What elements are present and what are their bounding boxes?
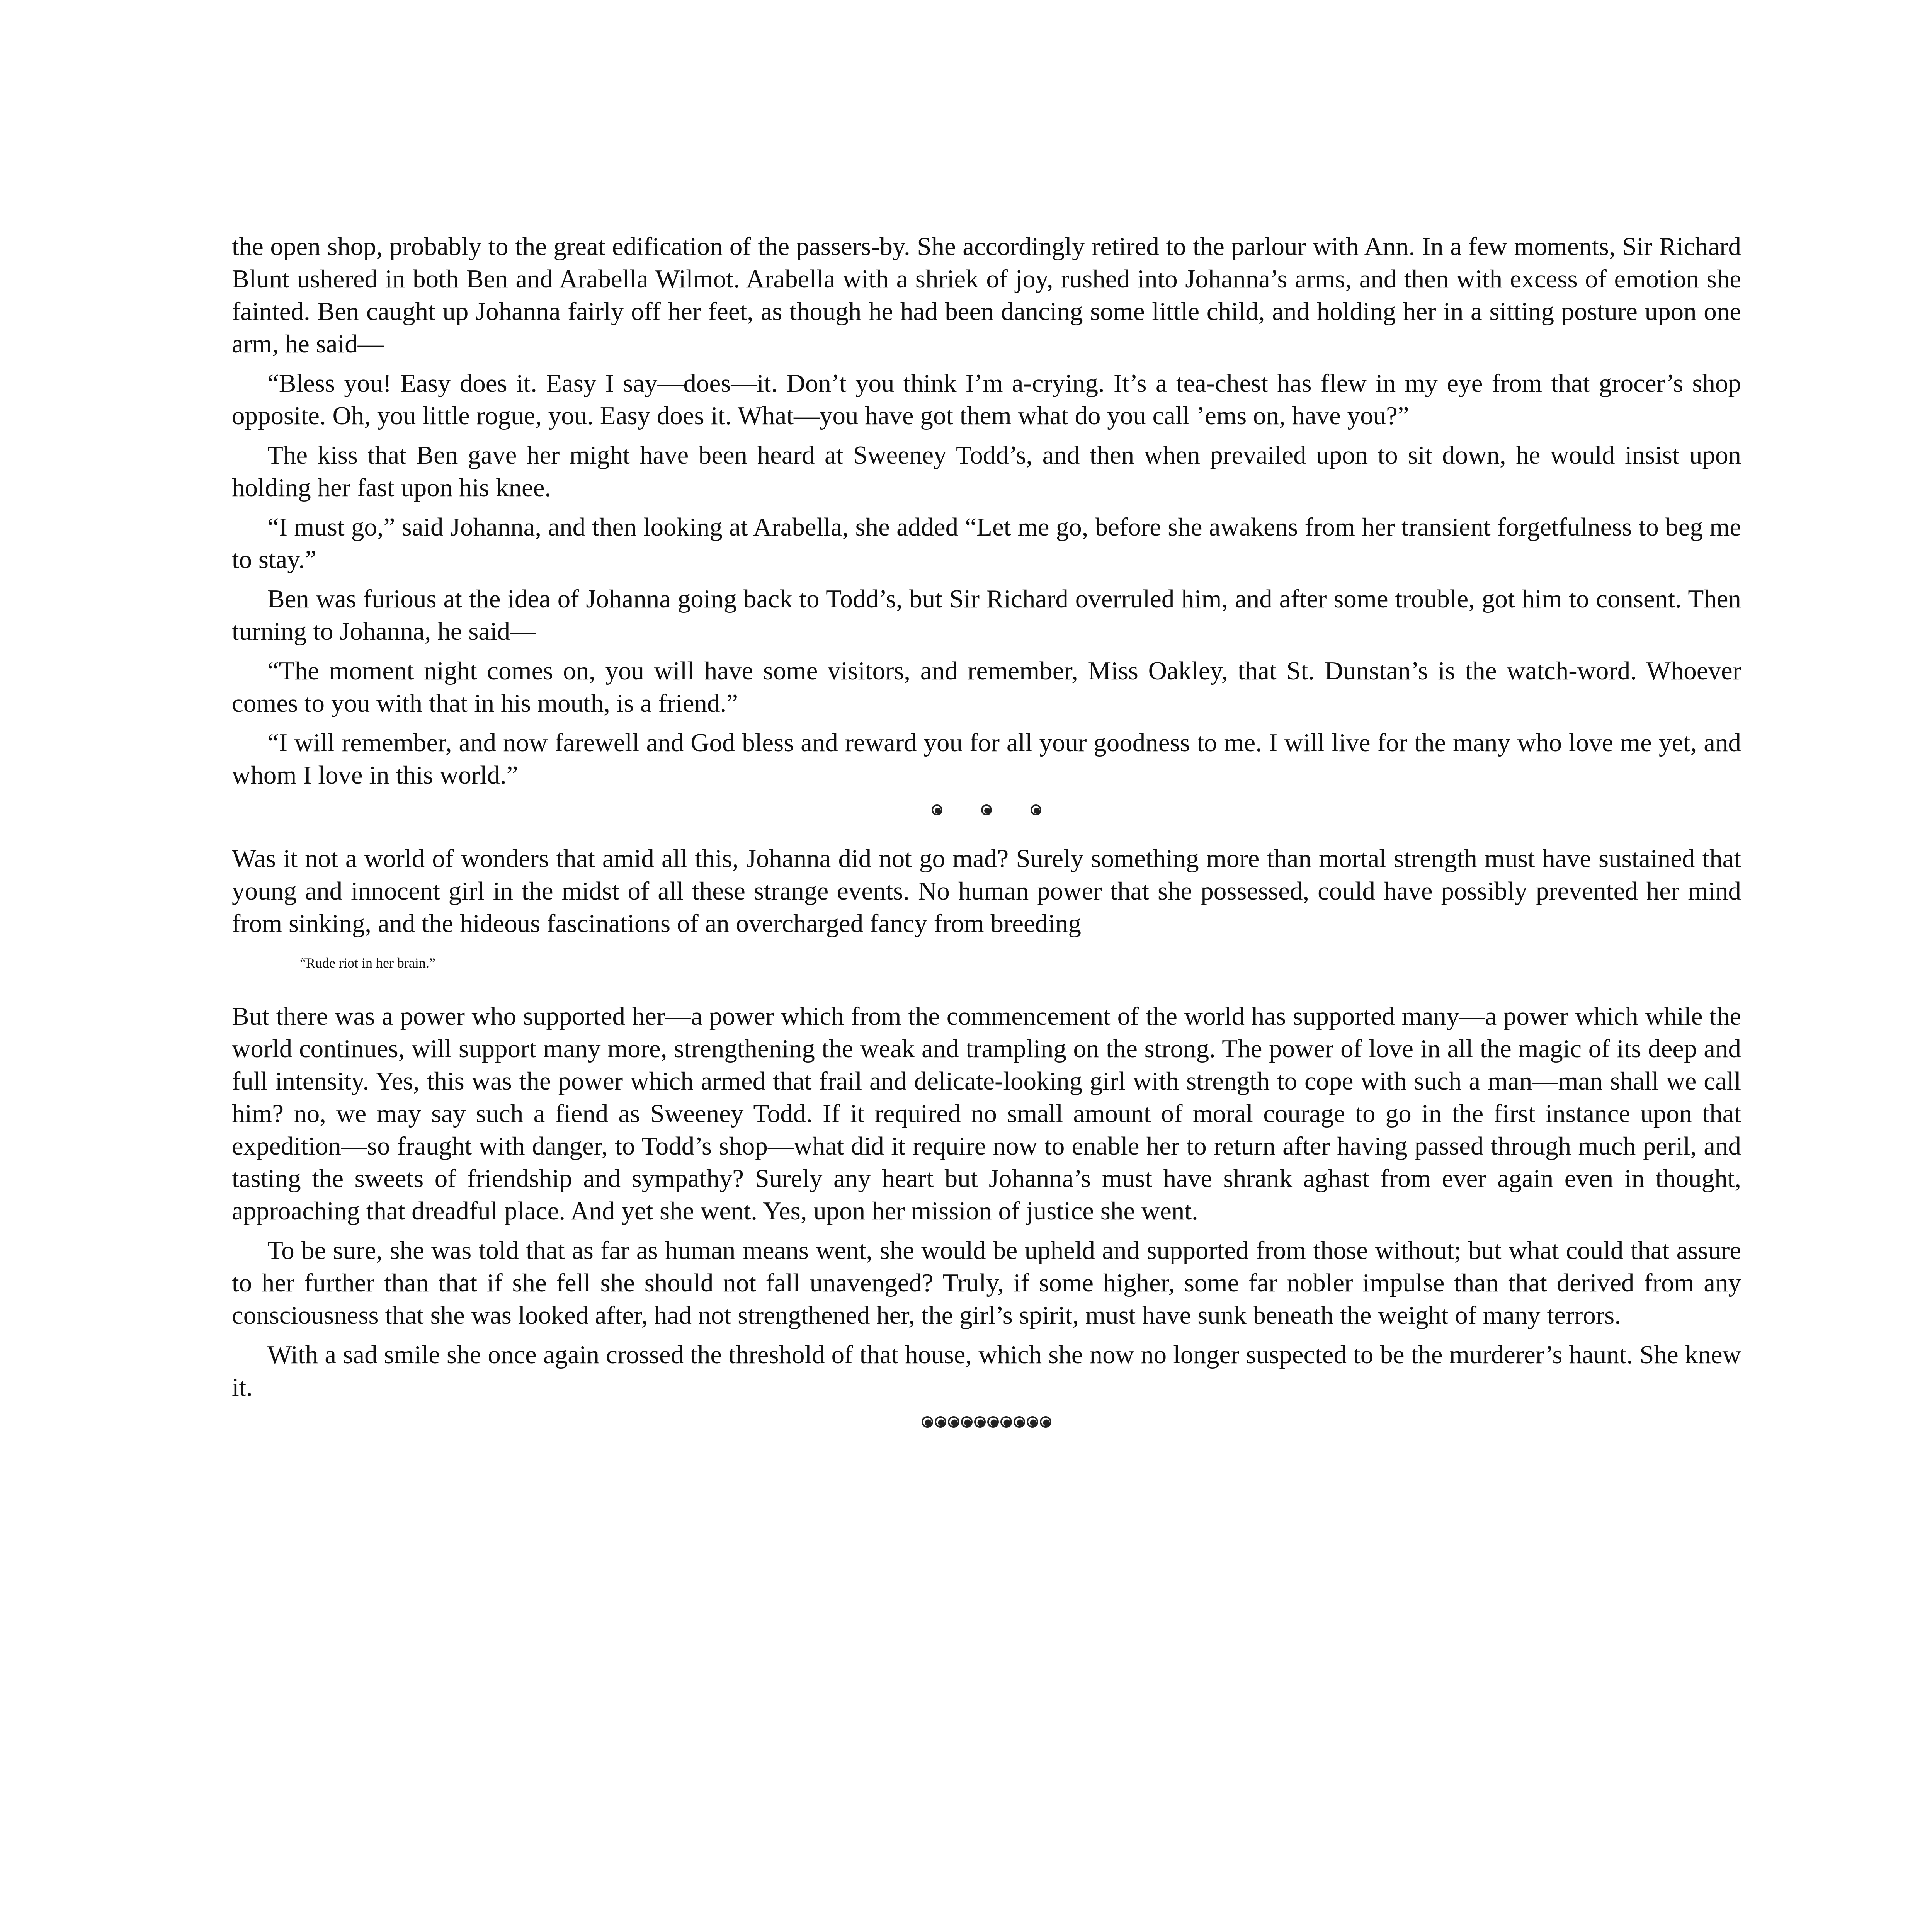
- quotation-line: “Rude riot in her brain.”: [300, 955, 435, 971]
- paragraph-wonders: Was it not a world of wonders that amid all this, Johanna did not go mad? Surely something more than mortal strength must have sustained that young and innocent girl in the midst of all these strange events. No human power that she possessed, could have possibly prevented her mind from sinking, and the hideous fascinations of an overcharged fancy from breeding: [232, 844, 1741, 938]
- paragraph: Ben was furious at the idea of Johanna going back to Todd’s, but Sir Richard overruled him, and after some trouble, got him to consent. Then turning to Johanna, he said—: [232, 585, 1741, 646]
- paragraph: To be sure, she was told that as far as human means went, she would be upheld and supported from those without; but what could that assure to her further than that if she fell she should not fall unavenged? Truly, if some higher, some far nobler impulse than that derived from any consciousness that she was looked after, had not strengthened her, the girl’s spirit, must have sunk beneath the weight of many terrors.: [232, 1236, 1741, 1330]
- section-a: [232, 230, 1741, 791]
- paragraph: “The moment night comes on, you will have some visitors, and remember, Miss Oakley, that St. Dunstan’s is the watch-word. Whoever comes to you with that in his mouth, is a friend.”: [232, 656, 1741, 718]
- ornament-bullet-icon: [1000, 1416, 1012, 1428]
- paragraph: “Bless you! Easy does it. Easy I say—does—it. Don’t you think I’m a-crying. It’s a tea-chest has flew in my eye from that grocer’s shop opposite. Oh, you little rogue, you. Easy does it. What—you have got them what do you call ’ems on, have you?”: [232, 369, 1741, 430]
- page-body: [232, 230, 1741, 1434]
- ornament-bullet-icon: [961, 1416, 973, 1428]
- paragraph: the open shop, probably to the great edification of the passers-by. She accordingly retired to the parlour with Ann. In a few moments, Sir Richard Blunt ushered in both Ben and Arabella Wilmot. Arabella with a shriek of joy, rushed into Johanna’s arms, and then with excess of emotion she fainted. Ben caught up Johanna fairly off her feet, as though he had been dancing some little child, and holding her in a sitting posture upon one arm, he said—: [232, 232, 1741, 358]
- ornament-bullet-icon: [948, 1416, 959, 1428]
- section-c: [232, 1000, 1741, 1403]
- ornament-bullet-icon: [981, 804, 992, 815]
- paragraph: The kiss that Ben gave her might have been heard at Sweeney Todd’s, and then when prevailed upon to sit down, he would insist upon holding her fast upon his knee.: [232, 441, 1741, 502]
- ornament-bullet-icon: [1040, 1416, 1051, 1428]
- ornament-bullet-icon: [974, 1416, 986, 1428]
- ornament-bullet-icon: [1031, 804, 1041, 815]
- section-break-ornaments: [232, 798, 1741, 821]
- ornament-bullet-icon: [1014, 1416, 1025, 1428]
- end-ornaments: [232, 1410, 1741, 1434]
- paragraph: “I must go,” said Johanna, and then looking at Arabella, she added “Let me go, before she awakens from her transient forgetfulness to beg me to stay.”: [232, 513, 1741, 574]
- ornament-bullet-icon: [922, 1416, 933, 1428]
- ornament-bullet-icon: [987, 1416, 999, 1428]
- ornament-bullet-icon: [935, 1416, 946, 1428]
- paragraph: But there was a power who supported her—a power which from the commencement of the world has supported many—a power which while the world continues, will support many more, strengthening the weak and trampling on the strong. The power of love in all the magic of its deep and full intensity. Yes, this was the power which armed that frail and delicate-looking girl with strength to cope with such a man—man shall we call him? no, we may say such a fiend as Sweeney Todd. If it required no small amount of moral courage to go in the first instance upon that expedition—so fraught with danger, to Todd’s shop—what did it require now to enable her to return after having passed through much peril, and tasting the sweets of friendship and sympathy? Surely any heart but Johanna’s must have shrank aghast from ever again even in thought, approaching that dreadful place. And yet she went. Yes, upon her mission of justice she went.: [232, 1002, 1741, 1225]
- ornament-bullet-icon: [1027, 1416, 1038, 1428]
- paragraph: With a sad smile she once again crossed the threshold of that house, which she now no longer suspected to be the murderer’s haunt. She knew it.: [232, 1340, 1741, 1401]
- ornament-bullet-icon: [932, 804, 942, 815]
- paragraph: “I will remember, and now farewell and God bless and reward you for all your goodness to me. I will live for the many who love me yet, and whom I love in this world.”: [232, 728, 1741, 789]
